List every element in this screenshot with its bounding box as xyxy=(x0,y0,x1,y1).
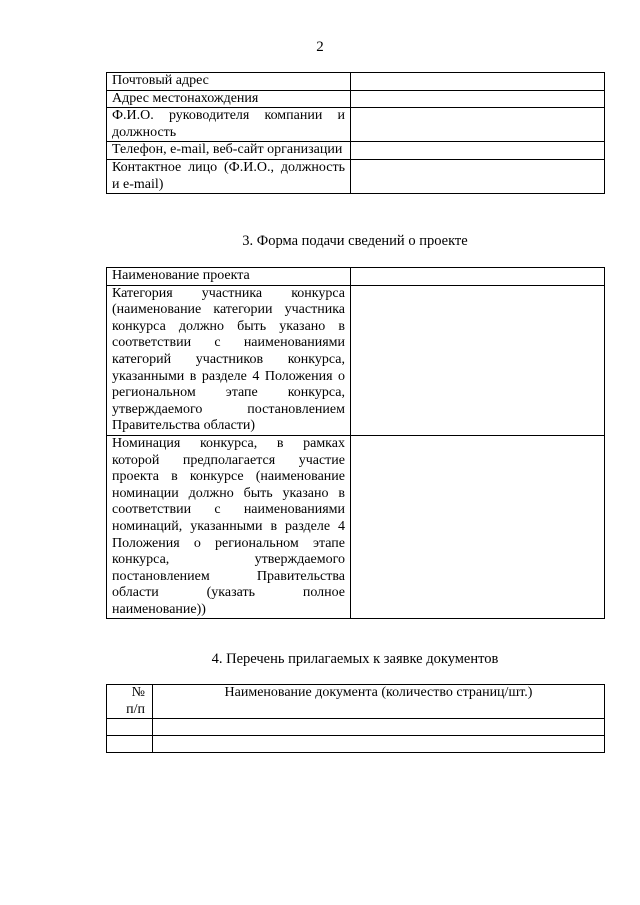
doc-row-number[interactable] xyxy=(107,719,153,736)
row-label-project-name: Наименование проекта xyxy=(107,268,351,286)
row-label-head-name: Ф.И.О. руководителя компании и должность xyxy=(107,108,351,142)
documents-list-table xyxy=(106,684,605,753)
table-row xyxy=(107,73,605,91)
column-header-document-name: Наименование документа (количество страниц/шт.) xyxy=(153,685,605,719)
section-3-title: 3. Форма подачи сведений о проекте xyxy=(242,233,468,249)
row-label-contact-person: Контактное лицо (Ф.И.О., должность и e-mail) xyxy=(107,159,351,193)
row-label-contacts: Телефон, e-mail, веб-сайт организации xyxy=(107,142,351,160)
row-value-location-address[interactable] xyxy=(351,90,605,108)
table-row xyxy=(107,285,605,435)
doc-row-name[interactable] xyxy=(153,736,605,753)
row-label-participant-category: Категория участника конкурса (наименование категории участника конкурса должно быть указано в соответствии с наименованиями категорий участников конкурса, указанными в разделе 4 Положения о региональном этапе конкурса, утверждаемого постановлением Правительства области) xyxy=(107,285,351,435)
section-4-title: 4. Перечень прилагаемых к заявке документов xyxy=(211,651,499,667)
row-label-postal-address: Почтовый адрес xyxy=(107,73,351,91)
table-row xyxy=(107,108,605,142)
row-label-location-address: Адрес местонахождения xyxy=(107,90,351,108)
row-value-project-name[interactable] xyxy=(351,268,605,286)
page-number: 2 xyxy=(316,39,324,55)
row-value-contacts[interactable] xyxy=(351,142,605,160)
row-value-head-name[interactable] xyxy=(351,108,605,142)
table-row xyxy=(107,142,605,160)
row-value-postal-address[interactable] xyxy=(351,73,605,91)
project-info-table xyxy=(106,267,605,619)
table-header-row xyxy=(107,685,605,719)
table-row xyxy=(107,159,605,193)
row-value-nomination[interactable] xyxy=(351,435,605,619)
column-header-number xyxy=(107,685,153,719)
table-row xyxy=(107,719,605,736)
table-row xyxy=(107,736,605,753)
row-value-participant-category[interactable] xyxy=(351,285,605,435)
row-value-contact-person[interactable] xyxy=(351,159,605,193)
table-row xyxy=(107,90,605,108)
column-header-number-line1: № xyxy=(131,685,145,700)
column-header-number-line2: п/п xyxy=(126,701,145,717)
doc-row-number[interactable] xyxy=(107,736,153,753)
table-row xyxy=(107,268,605,286)
organization-info-table xyxy=(106,72,605,194)
row-label-nomination: Номинация конкурса, в рамках которой предполагается участие проекта в конкурсе (наименование номинации должно быть указано в соответствии с наименованиями номинаций, указанными в разделе 4 Положения о региональном этапе конкурса, утверждаемого постановлением Правительства области (указать полное наименование)) xyxy=(107,435,351,619)
table-row xyxy=(107,435,605,619)
doc-row-name[interactable] xyxy=(153,719,605,736)
